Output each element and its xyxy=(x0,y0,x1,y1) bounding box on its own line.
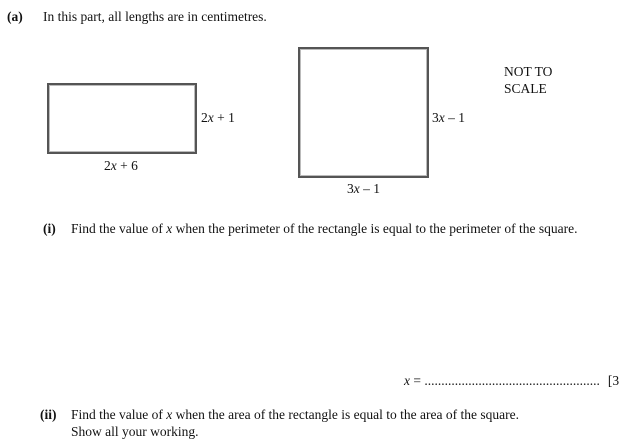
answer-blank[interactable]: .................................................... xyxy=(424,373,600,388)
question-ii-line2: Show all your working. xyxy=(71,424,199,439)
question-i-label: (i) xyxy=(43,221,56,236)
square-side-label: 3x – 1 xyxy=(432,110,465,125)
square-shape xyxy=(298,47,429,178)
not-to-scale-line2: SCALE xyxy=(504,81,547,96)
question-ii-label: (ii) xyxy=(40,407,57,422)
not-to-scale-line1: NOT TO xyxy=(504,64,553,79)
rectangle-height-label: 2x + 1 xyxy=(201,110,235,125)
question-ii-text: Find the value of x when the area of the rectangle is equal to the area of the square. xyxy=(71,407,519,422)
answer-line-i: x = .................................................... [3 xyxy=(404,373,620,388)
marks-label: [3 xyxy=(607,373,620,388)
square-bottom-label: 3x – 1 xyxy=(347,181,380,196)
rectangle-shape xyxy=(47,83,197,154)
part-a-label: (a) xyxy=(7,9,23,24)
part-a-intro: In this part, all lengths are in centimetres. xyxy=(43,9,267,24)
rectangle-width-label: 2x + 6 xyxy=(104,158,138,173)
question-i-text: Find the value of x when the perimeter of the rectangle is equal to the perimeter of the square. xyxy=(71,221,578,236)
